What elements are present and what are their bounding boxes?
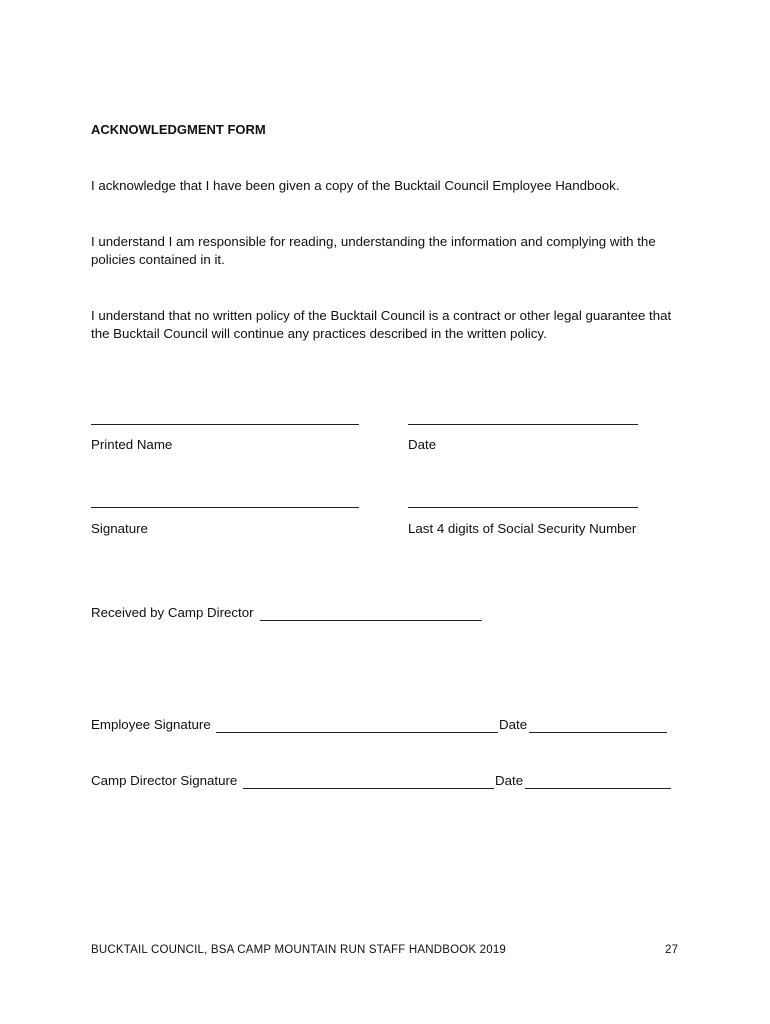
statement-no-contract: I understand that no written policy of the Bucktail Council is a contract or other legal guarantee that the Bucktail Council will continue any practices described in the written policy. (91, 308, 672, 341)
ssn-label: Last 4 digits of Social Security Number (408, 521, 637, 536)
employee-signature-label: Employee Signature (91, 717, 211, 732)
printed-name-line[interactable] (91, 424, 359, 425)
footer-text: BUCKTAIL COUNCIL, BSA CAMP MOUNTAIN RUN STAFF HANDBOOK 2019 (91, 944, 507, 956)
page-number: 27 (665, 944, 679, 956)
signature-label: Signature (91, 521, 148, 536)
employee-date-line[interactable] (529, 732, 667, 733)
signature-line[interactable] (91, 507, 359, 508)
director-date-label: Date (495, 773, 524, 788)
statement-responsibility: I understand I am responsible for reading, understanding the information and complying with the policies contained in it. (91, 234, 656, 267)
director-date-line[interactable] (525, 788, 671, 789)
received-by-label: Received by Camp Director (91, 605, 254, 620)
director-signature-label: Camp Director Signature (91, 773, 238, 788)
form-title: ACKNOWLEDGMENT FORM (91, 122, 266, 137)
printed-name-label: Printed Name (91, 437, 173, 452)
employee-signature-line[interactable] (216, 732, 498, 733)
director-signature-line[interactable] (243, 788, 494, 789)
ssn-line[interactable] (408, 507, 638, 508)
statement-handbook-received: I acknowledge that I have been given a copy of the Bucktail Council Employee Handbook. (91, 178, 620, 193)
date-line[interactable] (408, 424, 638, 425)
employee-date-label: Date (499, 717, 528, 732)
date-label: Date (408, 437, 437, 452)
received-by-line[interactable] (260, 620, 482, 621)
